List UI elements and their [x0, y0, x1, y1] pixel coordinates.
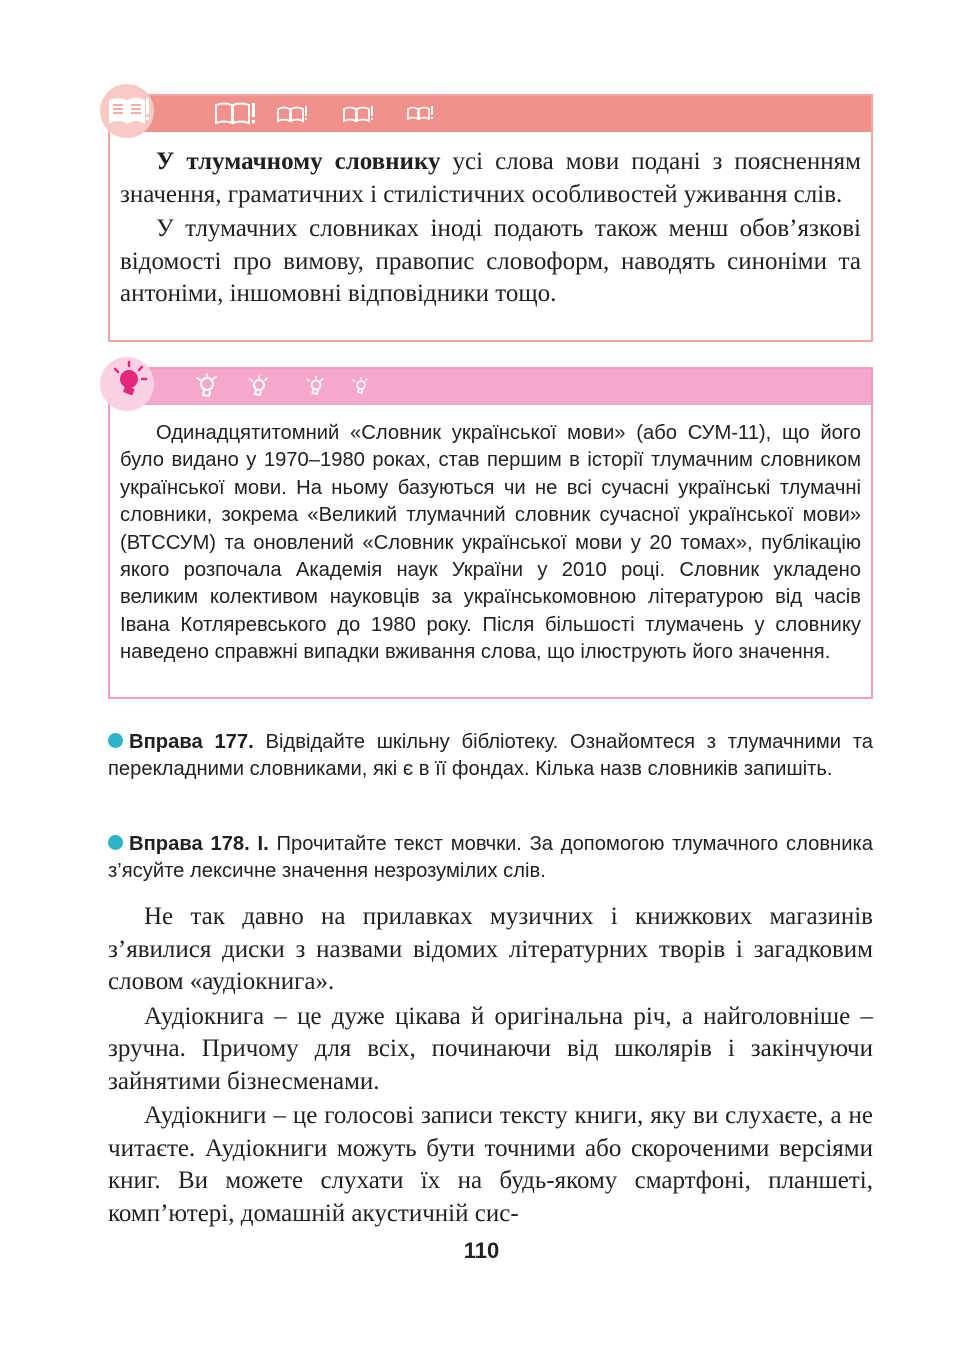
bullet-icon: [108, 733, 123, 748]
exercise-178: [108, 831, 873, 886]
exercise-177: [108, 729, 873, 784]
passage-paragraph-3: Аудіокниги – це голосові записи тексту книги, яку ви слухаєте, а не читаєте. Аудіокниги можуть бути точними або скороченими версіями книг. Ви можете слухати їх на будь-якому смартфоні, планшеті, комп’ютері, домашній акустичній сис-: [108, 1102, 873, 1227]
reading-passage: [108, 901, 873, 1232]
lightbulb-icon: [246, 375, 270, 399]
bullet-icon: [108, 835, 123, 850]
exercise-177-task: Відвідайте шкільну бібліотеку. Ознайомтеся з тлумачними та перекладними словниками, які є в її фондах. Кілька назв словників запишіть.: [108, 731, 873, 781]
lightbulb-icon: [304, 376, 326, 398]
open-book-exclamation-icon: [342, 104, 374, 124]
passage-paragraph-2: Аудіокнига – це дуже цікава й оригінальна річ, а найголовніше – зручна. Причому для всіх, починаючи від школярів і закінчуючи зайнятими бізнесменами.: [108, 1002, 873, 1095]
info-badge: [100, 357, 154, 411]
lightbulb-icon: [192, 373, 220, 401]
rule-definition: усі слова мови подані з поясненням значення, граматичних і стилістичних особливостей уживання слів.: [120, 148, 861, 208]
passage-paragraph-1: Не так давно на прилавках музичних і книжкових магазинів з’явилися диски з назвами відомих літературних творів і загадковим словом «аудіокнига».: [108, 903, 873, 995]
exercise-177-text: [108, 729, 873, 784]
page-number: 110: [463, 1238, 500, 1263]
info-paragraph: Одинадцятитомний «Словник української мови» (або СУМ-11), що його було видано у 1970–1980 роках, став першим в історії тлумачним словником української мови. На ньому базуються чи не всі сучасні українські тлумачні словники, зокрема «Великий тлумачний словник сучасної української мови» (ВТССУМ) та оновлений «Словник української мови у 20 томах», публікацію якого розпочала Академія наук України у 2010 році. Словник укладено великим колективом науковців за українськомовною літературою від часів Івана Котляревського до 1980 року. Після більшості тлумачень у словнику наведено справжні випадки вживання слова, що ілюструють його значення.: [120, 422, 861, 664]
rule-term: У тлумачному словнику: [156, 148, 441, 175]
lightbulb-icon: [350, 377, 370, 397]
rule-paragraph-1: [120, 146, 861, 211]
rule-box-header: [110, 96, 871, 132]
rule-badge: [100, 84, 154, 138]
exercise-178-label: Вправа 178. І.: [129, 833, 269, 855]
lightbulb-icon: [100, 357, 154, 411]
rule-box: [108, 94, 873, 342]
info-box-header: [110, 369, 871, 405]
exercise-178-text: [108, 831, 873, 886]
exercise-178-task: Прочитайте текст мовчки. За допомогою тлумачного словника з’ясуйте лексичне значення незрозумілих слів.: [108, 833, 873, 883]
rule-paragraph-2: У тлумачних словниках іноді подають також менш обов’язкові відомості про вимову, правопис словоформ, наводять синоніми та антоніми, іншомовні відповідники тощо.: [120, 215, 861, 307]
open-book-exclamation-icon: [276, 104, 308, 124]
open-book-exclamation-icon: [214, 101, 258, 127]
rule-text: [120, 146, 861, 311]
open-book-exclamation-icon: [100, 84, 154, 138]
info-box: [108, 367, 873, 699]
open-book-exclamation-icon: [406, 104, 434, 122]
info-text: [120, 420, 861, 667]
exercise-177-label: Вправа 177.: [129, 731, 254, 753]
